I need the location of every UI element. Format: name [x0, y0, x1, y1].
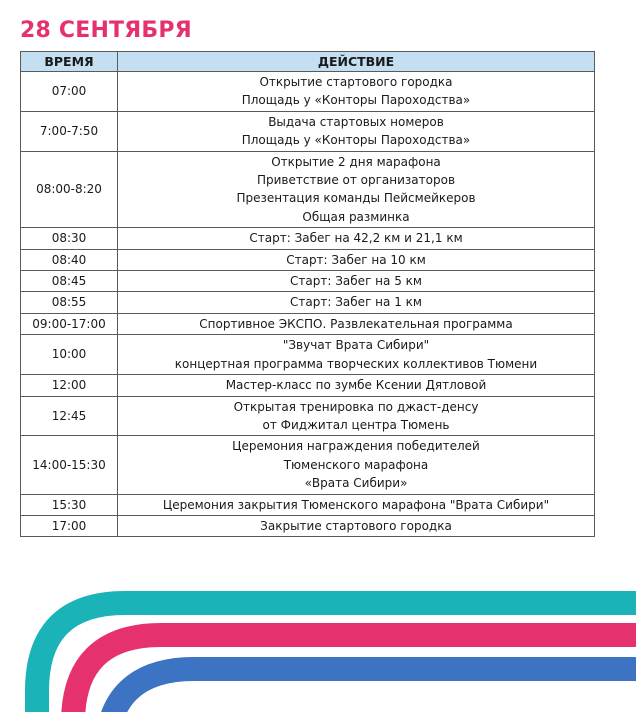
time-cell: 08:55 [21, 292, 118, 313]
time-cell: 15:30 [21, 494, 118, 515]
action-line: Старт: Забег на 1 км [290, 295, 422, 310]
time-cell: 14:00-15:30 [21, 436, 118, 494]
action-line: Открытие стартового городка [259, 75, 453, 89]
time-cell: 07:00 [21, 72, 118, 112]
action-line: Общая разминка [302, 209, 410, 224]
time-cell: 08:45 [21, 271, 118, 292]
action-line: Тюменского марафона [283, 457, 429, 472]
time-cell: 10:00 [21, 335, 118, 375]
action-line: Открытая тренировка по джаст-денсу [233, 399, 479, 414]
action-line: Закрытие стартового городка [260, 518, 452, 533]
action-line: Старт: Забег на 5 км [290, 274, 422, 289]
time-cell: 08:00-8:20 [21, 151, 118, 228]
action-line: Приветствие от организаторов [256, 173, 456, 188]
action-line: Спортивное ЭКСПО. Развлекательная программа [199, 316, 513, 331]
action-line: Старт: Забег на 10 км [286, 252, 426, 267]
action-line: концертная программа творческих коллективов Тюмени [174, 356, 538, 371]
action-line: Презентация команды Пейсмейкеров [236, 191, 476, 206]
action-line: Выдача стартовых номеров [268, 114, 444, 129]
time-cell: 7:00-7:50 [21, 111, 118, 151]
header-action: ДЕЙСТВИЕ [118, 52, 595, 72]
time-cell: 12:45 [21, 396, 118, 436]
action-line: Мастер-класс по зумбе Ксении Дятловой [225, 378, 487, 393]
page-title: 28 СЕНТЯБРЯ [20, 18, 192, 43]
action-line: от Фиджитал центра Тюмень [262, 417, 450, 432]
time-cell: 12:00 [21, 375, 118, 396]
action-line: Церемония закрытия Тюменского марафона "Врата Сибири" [162, 497, 550, 512]
blue-stripe [106, 669, 636, 712]
action-line: "Звучат Врата Сибири" [282, 338, 430, 353]
action-line: Церемония награждения победителей [232, 439, 480, 454]
action-line: Площадь у «Конторы Пароходства» [241, 93, 471, 108]
action-line: Открытие 2 дня марафона [271, 154, 441, 169]
action-line: Площадь у «Конторы Пароходства» [241, 133, 471, 148]
time-cell: 17:00 [21, 515, 118, 536]
action-line: Старт: Забег на 42,2 км и 21,1 км [249, 231, 463, 246]
time-cell: 08:30 [21, 228, 118, 249]
time-cell: 08:40 [21, 249, 118, 270]
action-line: «Врата Сибири» [304, 476, 408, 491]
time-cell: 09:00-17:00 [21, 313, 118, 334]
header-time: ВРЕМЯ [21, 52, 118, 72]
